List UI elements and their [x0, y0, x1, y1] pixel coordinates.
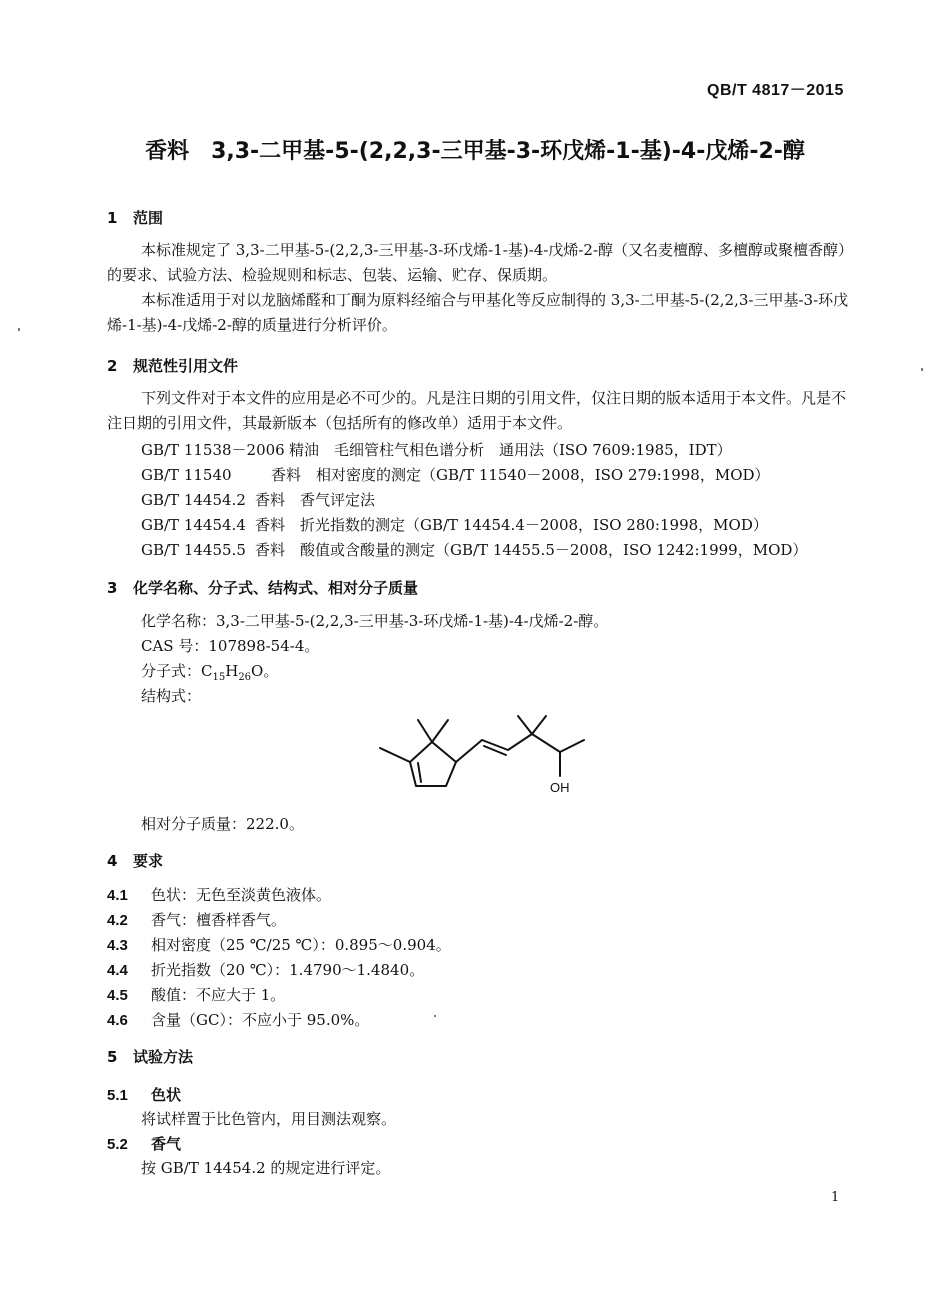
requirement-item [107, 1008, 369, 1033]
reference-title: 精油 毛细管柱气相色谱分析 通用法（ISO 7609:1985，IDT） [289, 441, 732, 459]
section-2-paragraph: 下列文件对于本文件的应用是必不可少的。凡是注日期的引用文件，仅注日期的版本适用于本文件。凡是不注日期的引用文件，其最新版本（包括所有的修改单）适用于本文件。 [107, 389, 847, 432]
item-number: 4.5 [107, 987, 128, 1004]
cas-number: CAS 号：107898-54-4。 [141, 637, 320, 655]
page-number: 1 [831, 1190, 840, 1205]
item-text: 酸值：不应大于 1。 [151, 986, 286, 1004]
subsection-number: 5.2 [107, 1136, 128, 1153]
section-5-heading [107, 1046, 193, 1067]
reference-item [141, 439, 732, 460]
item-number: 4.1 [107, 887, 128, 904]
reference-title: 香料 酸值或含酸量的测定（GB/T 14455.5－2008，ISO 1242:1999，MOD） [255, 541, 808, 559]
item-number: 4.4 [107, 962, 128, 979]
section-3-heading [107, 577, 418, 598]
section-number: 5 [107, 1048, 118, 1066]
section-4-heading [107, 850, 163, 871]
subsection-title: 香气 [151, 1135, 182, 1153]
item-text: 含量（GC）：不应小于 95.0%。 [151, 1011, 370, 1029]
reference-code: GB/T 14454.2 [141, 491, 246, 509]
section-number: 1 [107, 209, 118, 227]
reference-title: 香料 相对密度的测定（GB/T 11540－2008，ISO 279:1998，MOD） [271, 466, 770, 484]
document-title: 香料 3,3-二甲基-5-(2,2,3-三甲基-3-环戊烯-1-基)-4-戊烯-2-醇 [145, 139, 805, 164]
section-title: 范围 [133, 209, 164, 227]
scan-mark [434, 1015, 436, 1017]
scan-mark [921, 368, 923, 371]
reference-code: GB/T 14455.5 [141, 541, 246, 559]
subsection-title: 色状 [151, 1086, 182, 1104]
section-1-heading [107, 207, 163, 228]
subsection-number: 5.1 [107, 1087, 128, 1104]
molecular-weight: 相对分子质量：222.0。 [141, 815, 304, 833]
requirement-item [107, 883, 331, 908]
item-text: 色状：无色至淡黄色液体。 [151, 886, 332, 904]
reference-item [141, 514, 768, 535]
standard-code: QB/T 4817－2015 [707, 82, 844, 99]
formula-hydrogen-count: 26 [238, 672, 252, 683]
subsection-5-2-text: 按 GB/T 14454.2 的规定进行评定。 [141, 1159, 391, 1177]
reference-item [141, 464, 770, 485]
section-1-paragraph-2: 本标准适用于对以龙脑烯醛和丁酮为原料经缩合与甲基化等反应制得的 3,3-二甲基-5-(2,2,3-三甲基-3-环戊烯-1-基)-4-戊烯-2-醇的质量进行分析评价。 [107, 291, 849, 334]
formula-prefix: 分子式：C [141, 662, 213, 680]
subsection-5-1-text: 将试样置于比色管内，用目测法观察。 [141, 1110, 397, 1128]
requirement-item [107, 933, 451, 958]
reference-item [141, 539, 807, 560]
structural-formula [370, 710, 600, 805]
hydroxyl-label: OH [550, 780, 570, 795]
item-number: 4.6 [107, 1012, 128, 1029]
item-text: 香气：檀香样香气。 [151, 911, 287, 929]
requirement-item [107, 983, 285, 1008]
subsection-5-2-heading [107, 1133, 181, 1154]
item-number: 4.2 [107, 912, 128, 929]
scan-mark [18, 328, 20, 331]
requirement-item [107, 908, 286, 933]
requirement-item [107, 958, 424, 983]
reference-code: GB/T 14454.4 [141, 516, 246, 534]
item-number: 4.3 [107, 937, 128, 954]
section-number: 3 [107, 579, 118, 597]
reference-title: 香料 香气评定法 [255, 491, 376, 509]
section-2-heading [107, 355, 238, 376]
reference-code: GB/T 11538－2006 [141, 441, 285, 459]
subsection-5-1-heading [107, 1084, 181, 1105]
item-text: 相对密度（25 ℃/25 ℃）：0.895～0.904。 [151, 936, 451, 954]
section-number: 4 [107, 852, 118, 870]
formula-carbon-count: 15 [212, 672, 226, 683]
section-1-paragraph-1: 本标准规定了 3,3-二甲基-5-(2,2,3-三甲基-3-环戊烯-1-基)-4-戊烯-2-醇（又名麦檀醇、多檀醇或聚檀香醇）的要求、试验方法、检验规则和标志、包装、运输、贮存、保质期。 [107, 241, 854, 284]
reference-title: 香料 折光指数的测定（GB/T 14454.4－2008，ISO 280:1998，MOD） [255, 516, 768, 534]
reference-code: GB/T 11540 [141, 466, 232, 484]
item-text: 折光指数（20 ℃）：1.4790～1.4840。 [151, 961, 425, 979]
structure-label: 结构式： [141, 687, 202, 705]
section-number: 2 [107, 357, 118, 375]
formula-hydrogen: H [225, 662, 239, 680]
reference-item [141, 489, 375, 510]
formula-oxygen: O。 [251, 662, 279, 680]
section-title: 要求 [133, 852, 164, 870]
section-title: 规范性引用文件 [133, 357, 239, 375]
section-title: 化学名称、分子式、结构式、相对分子质量 [133, 579, 419, 597]
chemical-name: 化学名称：3,3-二甲基-5-(2,2,3-三甲基-3-环戊烯-1-基)-4-戊烯-2-醇。 [141, 612, 609, 630]
section-title: 试验方法 [133, 1048, 194, 1066]
